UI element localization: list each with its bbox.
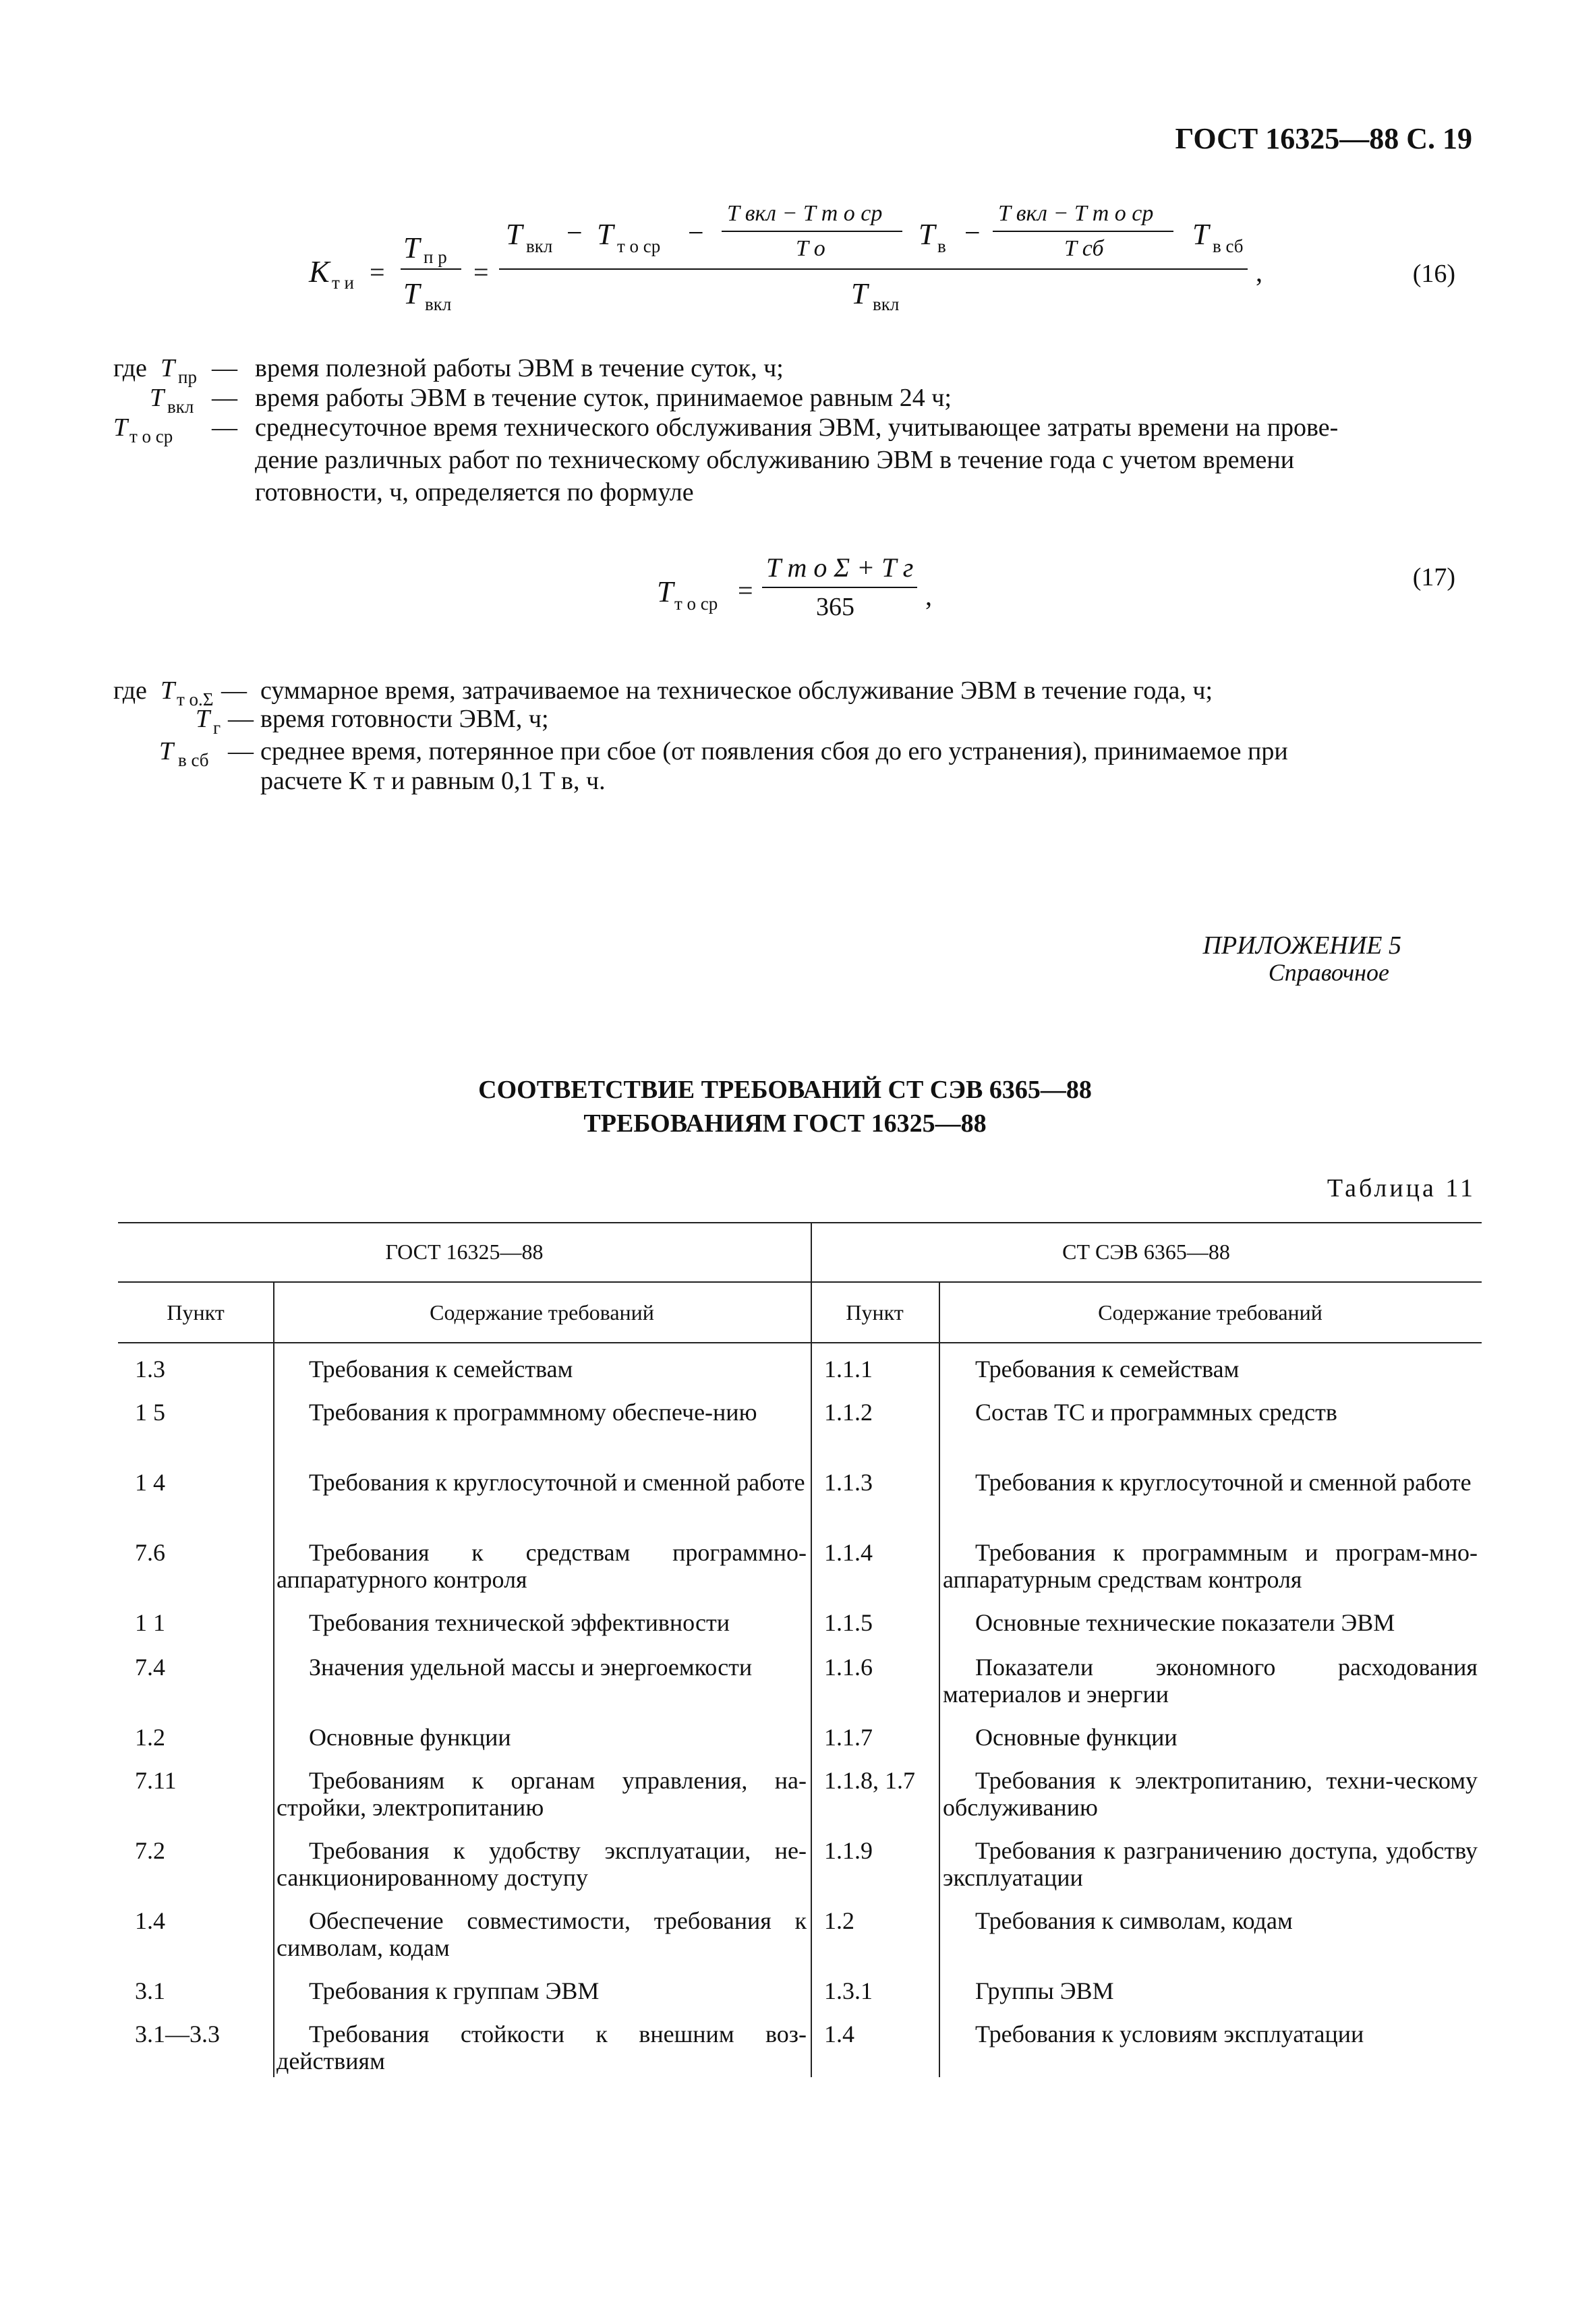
section-title-line-2: ТРЕБОВАНИЯМ ГОСТ 16325—88 <box>583 1109 987 1138</box>
term-symbol: T <box>506 218 523 251</box>
table-cell-clause: 3.1—3.3 <box>135 2021 220 2047</box>
table-cell-clause: 7.4 <box>135 1654 165 1681</box>
numerator-sub: п р <box>424 247 447 267</box>
column-header: Содержание требований <box>430 1300 654 1325</box>
table-rule <box>939 1281 940 2077</box>
page-header: ГОСТ 16325—88 С. 19 <box>1175 122 1472 155</box>
table-rule <box>811 1222 812 2077</box>
table-cell-clause: 1.1.4 <box>824 1539 873 1566</box>
table-rule <box>118 1342 1482 1343</box>
table-cell-clause: 1.1.7 <box>824 1724 873 1751</box>
def-symbol: T <box>161 676 175 705</box>
table-cell-requirement: Требования к символам, кодам <box>975 1907 1293 1934</box>
table-cell-requirement: Обеспечение совместимости, требования к символам, кодам <box>277 1907 807 1961</box>
def-dash: — <box>212 384 237 412</box>
table-cell-requirement: Основные функции <box>309 1724 511 1751</box>
inner-numerator: T вкл − T т о ср <box>998 201 1154 226</box>
term-symbol: T <box>1192 218 1209 251</box>
table-cell-requirement: Требования к программному обеспече-нию <box>309 1399 757 1426</box>
table-cell-requirement: Группы ЭВМ <box>975 1977 1114 2004</box>
table-cell-requirement: Состав ТС и программных средств <box>975 1399 1337 1426</box>
table-cell-requirement: Требования к программным и програм-мно-аппаратурным средствам контроля <box>943 1539 1478 1593</box>
fraction-line <box>762 587 917 588</box>
table-cell-clause: 1.2 <box>135 1724 165 1751</box>
equals-sign-2: = <box>473 257 489 287</box>
group-header-st-sev: СТ СЭВ 6365—88 <box>1062 1240 1230 1264</box>
comma: , <box>925 581 932 611</box>
def-dash: — <box>221 676 247 705</box>
table-cell-requirement: Требования к круглосуточной и сменной работе <box>975 1469 1472 1496</box>
table-cell-clause: 1.3.1 <box>824 1977 873 2004</box>
term-sub: в <box>937 236 946 256</box>
table-cell-requirement: Требования стойкости к внешним воз-действиям <box>277 2021 807 2074</box>
table-cell-requirement: Требования к семействам <box>975 1356 1240 1383</box>
table-cell-requirement: Требованиям к органам управления, на-стройки, электропитанию <box>277 1767 807 1821</box>
term-symbol: T <box>597 218 614 251</box>
table-cell-clause: 3.1 <box>135 1977 165 2004</box>
term-symbol: T <box>919 218 935 251</box>
appendix-label: ПРИЛОЖЕНИЕ 5 <box>1202 931 1401 960</box>
table-cell-requirement: Требования к удобству эксплуатации, не-санкционированному доступу <box>277 1837 807 1891</box>
numerator-symbol: T <box>403 231 420 264</box>
def-symbol: T <box>196 705 210 733</box>
def-dash: — <box>212 354 237 382</box>
def-symbol: T <box>159 737 174 765</box>
table-cell-requirement: Требования к группам ЭВМ <box>309 1977 600 2004</box>
term-sub: вкл <box>526 236 553 256</box>
equals-sign: = <box>738 575 753 606</box>
def-sub: г <box>213 718 221 738</box>
formula-lhs: K <box>309 254 330 289</box>
def-text: дение различных работ по техническому обслуживанию ЭВМ в течение года с учетом времени <box>255 446 1295 474</box>
def-sub: т о.Σ <box>177 689 214 709</box>
def-text: расчете K т и равным 0,1 T в, ч. <box>260 767 606 795</box>
main-fraction-line <box>499 268 1248 270</box>
section-title-line-1: СООТВЕТСТВИЕ ТРЕБОВАНИЙ СТ СЭВ 6365—88 <box>478 1076 1092 1104</box>
def-sub: в сб <box>178 750 209 770</box>
formula-number: (17) <box>1412 563 1455 591</box>
inner-numerator: T вкл − T т о ср <box>727 201 883 226</box>
table-cell-clause: 1.1.9 <box>824 1837 873 1864</box>
table-cell-requirement: Требования технической эффективности <box>309 1609 730 1636</box>
table-cell-clause: 7.6 <box>135 1539 165 1566</box>
term-sub: т о ср <box>617 236 661 256</box>
table-cell-clause: 1.1.3 <box>824 1469 873 1496</box>
table-cell-clause: 1.1.5 <box>824 1609 873 1636</box>
table-rule <box>118 1281 1482 1283</box>
table-cell-clause: 7.11 <box>135 1767 177 1794</box>
fraction-line <box>722 231 902 232</box>
table-cell-clause: 7.2 <box>135 1837 165 1864</box>
table-cell-clause: 1.1.1 <box>824 1356 873 1383</box>
table-cell-clause: 1.1.6 <box>824 1654 873 1681</box>
where-lead: где <box>113 354 147 382</box>
minus-sign: − <box>964 218 981 249</box>
def-text: время работы ЭВМ в течение суток, принимаемое равным 24 ч; <box>255 384 952 412</box>
denominator: 365 <box>816 593 854 621</box>
def-text: готовности, ч, определяется по формуле <box>255 478 694 506</box>
formula-lhs: T <box>657 575 674 608</box>
denominator-symbol: T <box>403 277 420 310</box>
def-dash: — <box>212 413 237 442</box>
fraction-line <box>401 268 461 270</box>
table-cell-requirement: Требования к электропитанию, техни-ческому обслуживанию <box>943 1767 1478 1821</box>
table-cell-requirement: Показатели экономного расходования материалов и энергии <box>943 1654 1478 1708</box>
table-cell-clause: 1.1.8, 1.7 <box>824 1767 915 1794</box>
table-cell-requirement: Требования к семействам <box>309 1356 573 1383</box>
table-cell-clause: 1.4 <box>135 1907 165 1934</box>
inner-denominator: T сб <box>1064 236 1104 261</box>
fraction-line <box>993 231 1173 232</box>
denominator-sub: вкл <box>873 294 900 314</box>
def-text: среднее время, потерянное при сбое (от появления сбоя до его устранения), принимаемое при <box>260 737 1288 765</box>
def-dash: — <box>228 705 254 733</box>
numerator: T т о Σ + T г <box>766 552 914 583</box>
table-cell-clause: 1.2 <box>824 1907 854 1934</box>
table-cell-clause: 1.3 <box>135 1356 165 1383</box>
def-symbol: T <box>150 384 165 412</box>
def-sub: пр <box>178 367 197 387</box>
comma: , <box>1256 257 1262 287</box>
table-cell-requirement: Требования к разграничению доступа, удобству эксплуатации <box>943 1837 1478 1891</box>
column-header: Пункт <box>846 1300 904 1325</box>
def-sub: т о ср <box>129 426 173 446</box>
table-cell-requirement: Основные функции <box>975 1724 1178 1751</box>
formula-number: (16) <box>1412 260 1455 288</box>
def-symbol: T <box>161 354 175 382</box>
table-cell-requirement: Значения удельной массы и энергоемкости <box>309 1654 753 1681</box>
denominator-symbol: T <box>851 277 868 310</box>
minus-sign: − <box>566 218 583 249</box>
table-cell-requirement: Требования к круглосуточной и сменной работе <box>309 1469 805 1496</box>
group-header-gost: ГОСТ 16325—88 <box>385 1240 544 1264</box>
column-header: Пункт <box>167 1300 225 1325</box>
table-cell-clause: 1 4 <box>135 1469 165 1496</box>
inner-denominator: T о <box>796 236 825 261</box>
table-cell-requirement: Требования к условиям эксплуатации <box>975 2021 1364 2047</box>
table-cell-requirement: Основные технические показатели ЭВМ <box>975 1609 1395 1636</box>
formula-lhs-sub: т о ср <box>674 593 718 614</box>
def-text: время готовности ЭВМ, ч; <box>260 705 549 733</box>
def-dash: — <box>228 737 254 765</box>
table-cell-clause: 1.4 <box>824 2021 854 2047</box>
where-lead: где <box>113 676 147 705</box>
def-sub: вкл <box>167 397 194 417</box>
minus-sign: − <box>688 218 704 249</box>
table-rule <box>273 1281 274 2077</box>
def-text: среднесуточное время технического обслуживания ЭВМ, учитывающее затраты времени на прове- <box>255 413 1339 442</box>
denominator-sub: вкл <box>425 294 452 314</box>
table-cell-clause: 1 5 <box>135 1399 165 1426</box>
appendix-kind: Справочное <box>1268 959 1389 986</box>
def-text: суммарное время, затрачиваемое на техническое обслуживание ЭВМ в течение года, ч; <box>260 676 1213 705</box>
table-cell-clause: 1 1 <box>135 1609 165 1636</box>
term-sub: в сб <box>1213 236 1244 256</box>
table-cell-requirement: Требования к средствам программно-аппаратурного контроля <box>277 1539 807 1593</box>
column-header: Содержание требований <box>1098 1300 1322 1325</box>
equals-sign: = <box>370 257 385 287</box>
formula-lhs-sub: т и <box>332 272 354 293</box>
def-text: время полезной работы ЭВМ в течение суток, ч; <box>255 354 784 382</box>
def-symbol: T <box>113 413 128 442</box>
table-cell-clause: 1.1.2 <box>824 1399 873 1426</box>
table-rule <box>118 1222 1482 1223</box>
table-caption: Таблица 11 <box>1327 1174 1476 1202</box>
